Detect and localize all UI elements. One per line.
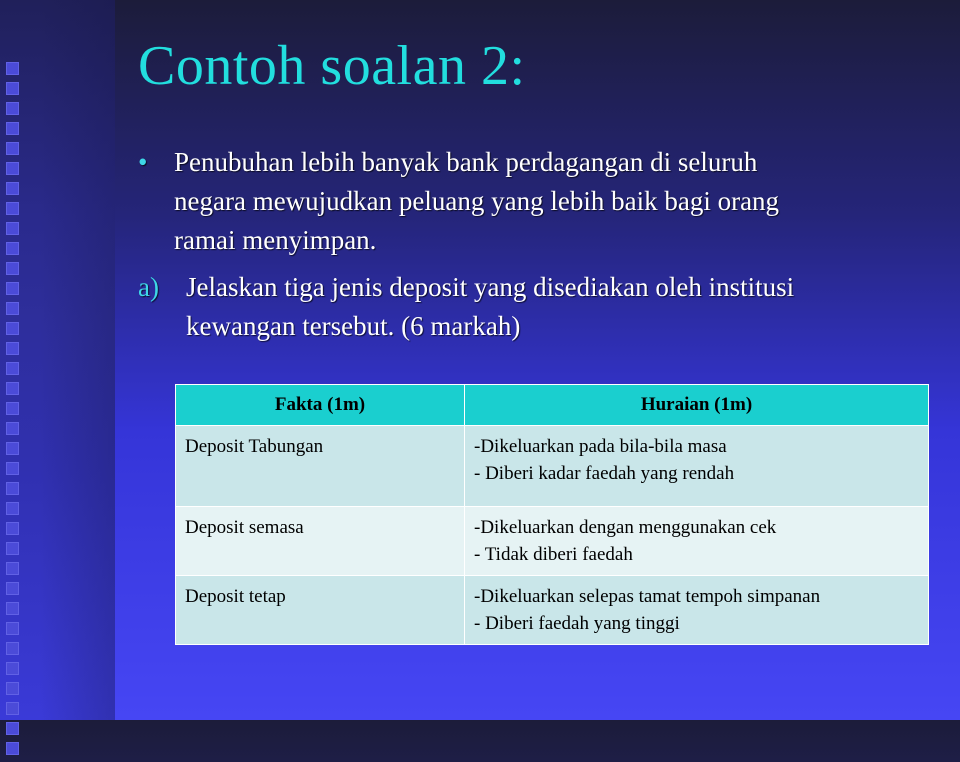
huraian-line: - Diberi kadar faedah yang rendah [474,463,735,484]
question-item [138,268,928,346]
huraian-cell [465,426,929,507]
bullet-item [138,143,928,260]
answer-table [175,384,929,645]
bullet-line-2: negara mewujudkan peluang yang lebih baik bagi orang [174,186,780,216]
huraian-line: -Dikeluarkan selepas tamat tempoh simpanan [474,586,821,607]
header-fakta: Fakta (1m) [176,385,465,426]
bullet-line-1: Penubuhan lebih banyak bank perdagangan di seluruh [174,147,758,177]
left-decorative-band [0,0,115,720]
bullet-line-3: ramai menyimpan. [174,225,377,255]
fakta-cell: Deposit semasa [176,507,465,576]
fakta-cell: Deposit tetap [176,576,465,645]
fakta-cell: Deposit Tabungan [176,426,465,507]
bullet-marker: • [138,147,148,177]
huraian-cell [465,576,929,645]
huraian-line: -Dikeluarkan pada bila-bila masa [474,436,727,457]
huraian-line: - Tidak diberi faedah [474,544,633,565]
huraian-cell [465,507,929,576]
decorative-squares [6,62,36,762]
table-row [176,576,929,645]
table-row [176,507,929,576]
slide-title: Contoh soalan 2: [138,35,526,97]
table-row [176,426,929,507]
question-line-2: kewangan tersebut. (6 markah) [186,311,521,341]
question-line-1: Jelaskan tiga jenis deposit yang disediakan oleh institusi [186,272,795,302]
header-huraian: Huraian (1m) [465,385,929,426]
huraian-line: -Dikeluarkan dengan menggunakan cek [474,517,777,538]
question-marker: a) [138,272,159,302]
table-header-row [176,385,929,426]
slide-body [138,143,928,346]
huraian-line: - Diberi faedah yang tinggi [474,613,680,634]
